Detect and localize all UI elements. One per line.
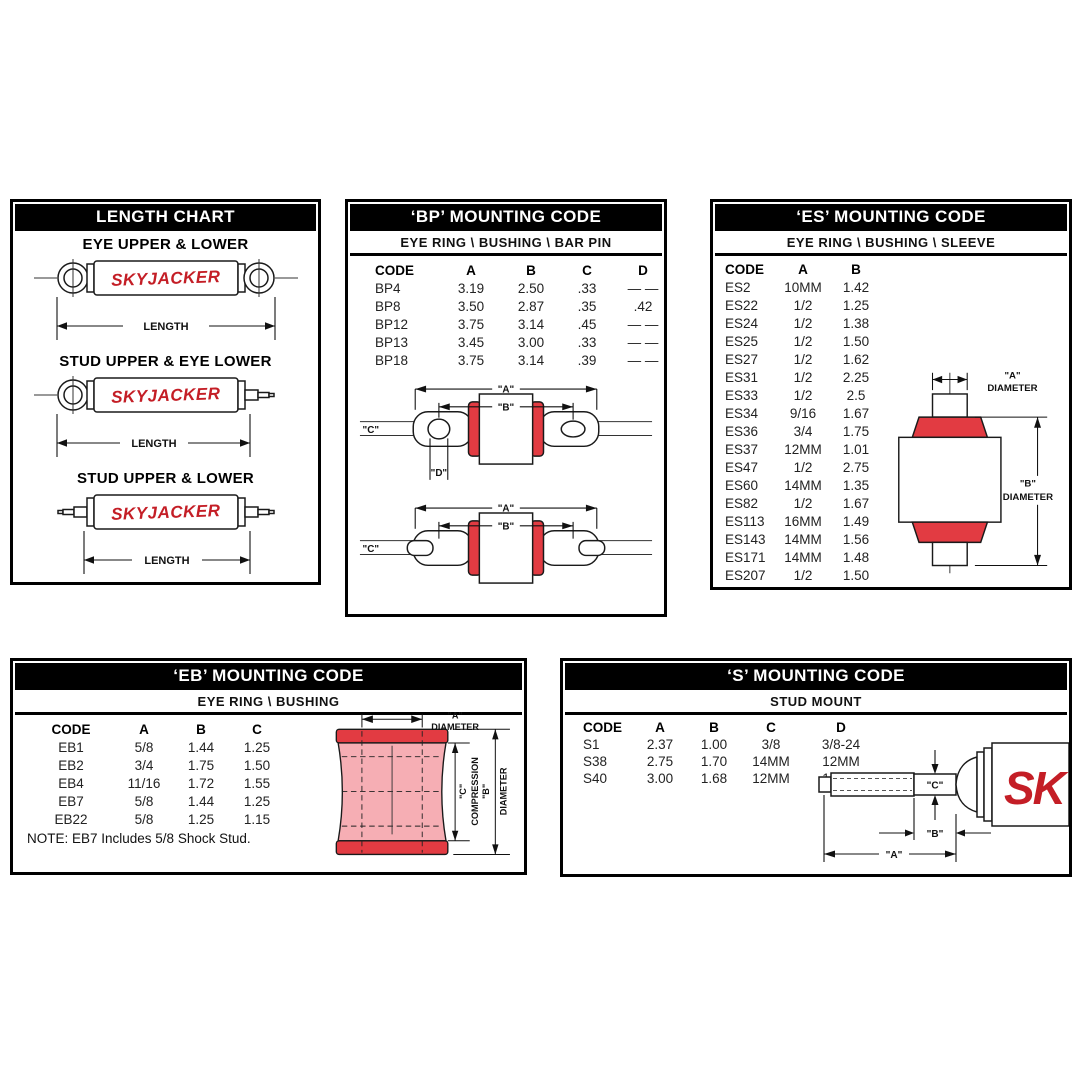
table-cell: EB1 — [58, 739, 84, 755]
table-cell: 3.14 — [517, 352, 545, 368]
table-cell: 1/2 — [793, 315, 813, 331]
table-cell: 1.56 — [842, 531, 870, 547]
table-cell: ES22 — [725, 297, 759, 313]
column-header: A — [655, 720, 665, 735]
column-header: A — [466, 262, 476, 278]
table-cell: 5/8 — [134, 793, 154, 809]
column-header: CODE — [725, 261, 765, 277]
table-cell: 2.87 — [517, 298, 545, 314]
table-cell: 3.00 — [646, 771, 674, 786]
stud-mount-diagram — [779, 740, 1069, 872]
shock-drawing-eye-stud — [20, 371, 312, 465]
table-header-row — [725, 260, 1069, 278]
shock-drawing-eye-eye — [20, 254, 312, 348]
table-cell: 11/16 — [127, 775, 161, 791]
column-header: B — [851, 261, 861, 277]
table-cell: — — — [627, 334, 659, 350]
dim-label-b: "B" — [480, 783, 491, 800]
table-cell: 3.19 — [457, 280, 485, 296]
dim-label-b: "B" — [497, 521, 515, 533]
table-cell: 1.75 — [187, 757, 215, 773]
table-cell: 1.25 — [243, 793, 271, 809]
column-header: C — [766, 720, 776, 735]
table-cell: ES60 — [725, 477, 759, 493]
eb-panel-subtitle: EYE RING \ BUSHING — [15, 692, 522, 715]
length-dim-label: LENGTH — [143, 555, 190, 567]
length-chart-title: LENGTH CHART — [15, 204, 316, 231]
column-header: CODE — [583, 720, 623, 735]
table-cell: 1.72 — [187, 775, 215, 791]
section-label: STUD UPPER & EYE LOWER — [59, 353, 272, 370]
table-cell: BP12 — [375, 316, 409, 332]
dim-label-a: "A" — [447, 711, 463, 721]
table-cell: BP4 — [375, 280, 401, 296]
column-header: A — [139, 721, 149, 737]
table-cell: 1.67 — [842, 405, 870, 421]
table-cell: 14MM — [752, 754, 790, 769]
dim-label-c: "C" — [458, 783, 469, 800]
table-cell: ES47 — [725, 459, 759, 475]
dim-label-a: "A" — [1004, 370, 1021, 382]
table-cell: ES143 — [725, 531, 766, 547]
dim-label-b: "B" — [1019, 478, 1036, 490]
table-cell: ES31 — [725, 369, 759, 385]
dim-label-c: "C" — [362, 424, 380, 436]
table-cell: 12MM — [752, 771, 790, 786]
dim-label-b-diameter: DIAMETER — [1002, 491, 1054, 503]
es-mounting-code-panel — [710, 199, 1072, 590]
dim-label-b-diameter: DIAMETER — [498, 767, 509, 816]
column-header: D — [836, 720, 846, 735]
column-header: B — [196, 721, 206, 737]
table-cell: 1.38 — [842, 315, 870, 331]
table-cell: 1.68 — [700, 771, 728, 786]
table-cell: 5/8 — [134, 739, 154, 755]
section-label: EYE UPPER & LOWER — [82, 236, 249, 253]
bp-table — [362, 261, 664, 369]
table-cell: .33 — [577, 280, 597, 296]
table-cell: .35 — [577, 298, 597, 314]
skyjacker-logo: SKYJACKER — [110, 501, 221, 524]
table-cell: 1.75 — [842, 423, 870, 439]
table-cell: 1.35 — [842, 477, 870, 493]
table-row — [725, 350, 1069, 368]
table-cell: ES33 — [725, 387, 759, 403]
table-cell: 14MM — [784, 477, 822, 493]
table-cell: EB7 — [58, 793, 84, 809]
table-cell: 10MM — [784, 279, 822, 295]
column-header: D — [638, 262, 648, 278]
table-cell: ES113 — [725, 513, 765, 529]
table-cell: 1.48 — [842, 549, 870, 565]
table-cell: 1/2 — [793, 369, 813, 385]
table-cell: ES24 — [725, 315, 759, 331]
dim-label-a-diameter: DIAMETER — [987, 383, 1038, 395]
column-header: CODE — [51, 721, 91, 737]
dim-label-d: "D" — [430, 467, 448, 479]
dim-label-b: "B" — [926, 829, 944, 840]
table-cell: 3/8 — [761, 737, 781, 752]
table-cell: 1/2 — [793, 567, 813, 583]
eye-bushing-diagram — [316, 711, 512, 870]
table-cell: 3.75 — [457, 352, 485, 368]
table-row — [725, 278, 1069, 296]
table-cell: ES34 — [725, 405, 759, 421]
table-cell: 9/16 — [789, 405, 817, 421]
table-cell: 3/4 — [134, 757, 154, 773]
table-cell: ES27 — [725, 351, 759, 367]
bp-mounting-code-panel — [345, 199, 667, 617]
table-cell: 2.25 — [842, 369, 870, 385]
dim-label-a: "A" — [497, 384, 515, 396]
table-row — [362, 297, 664, 315]
table-cell: 1.55 — [243, 775, 271, 791]
table-cell: 3/4 — [793, 423, 813, 439]
table-cell: 1.44 — [187, 739, 215, 755]
table-cell: EB2 — [58, 757, 84, 773]
column-header: B — [526, 262, 536, 278]
table-cell: S38 — [583, 754, 608, 769]
table-cell: 2.75 — [646, 754, 674, 769]
table-cell: 3.14 — [517, 316, 545, 332]
table-cell: BP8 — [375, 298, 401, 314]
dim-label-a-diameter: DIAMETER — [431, 722, 479, 733]
table-cell: 3/8-24 — [821, 737, 861, 752]
table-cell: 1/2 — [793, 351, 813, 367]
column-header: B — [709, 720, 719, 735]
table-header-row — [581, 719, 1069, 736]
table-cell: 3.75 — [457, 316, 485, 332]
dim-label-c: "C" — [926, 780, 944, 792]
bar-pin-diagram-slotted — [356, 492, 656, 609]
bp-panel-title: ‘BP’ MOUNTING CODE — [350, 204, 662, 231]
table-cell: 1/2 — [793, 495, 813, 511]
table-cell: 1.44 — [187, 793, 215, 809]
eb-panel-title: ‘EB’ MOUNTING CODE — [15, 663, 522, 690]
table-cell: 1.49 — [842, 513, 870, 529]
table-cell: ES171 — [725, 549, 766, 565]
sleeve-bushing-diagram — [880, 367, 1065, 579]
table-row — [362, 351, 664, 369]
table-cell: 1.70 — [700, 754, 728, 769]
dim-label-a: "A" — [885, 850, 903, 861]
table-cell: 1.50 — [842, 567, 870, 583]
table-cell: 3.00 — [517, 334, 545, 350]
section-label: STUD UPPER & LOWER — [76, 470, 255, 487]
table-row — [362, 315, 664, 333]
skyjacker-logo-partial: SK — [1004, 762, 1064, 814]
table-cell: ES82 — [725, 495, 759, 511]
table-cell: 1.50 — [842, 333, 870, 349]
section-stud-upper-lower — [13, 470, 318, 582]
skyjacker-logo: SKYJACKER — [110, 384, 221, 407]
column-header: CODE — [375, 262, 415, 278]
eb-mounting-code-panel — [10, 658, 527, 875]
table-cell: .42 — [633, 298, 653, 314]
table-cell: 5/8 — [134, 811, 154, 827]
eb-note: NOTE: EB7 Includes 5/8 Shock Stud. — [27, 831, 251, 846]
table-cell: 3.50 — [457, 298, 485, 314]
table-cell: — — — [627, 280, 659, 296]
column-header: C — [582, 262, 592, 278]
es-panel-subtitle: EYE RING \ BUSHING \ SLEEVE — [715, 233, 1067, 256]
table-cell: 1/2 — [793, 387, 813, 403]
skyjacker-logo: SKYJACKER — [110, 267, 221, 290]
table-cell: 1.25 — [243, 739, 271, 755]
table-cell: 3.45 — [457, 334, 485, 350]
table-cell: .39 — [577, 352, 597, 368]
table-row — [362, 333, 664, 351]
table-cell: EB22 — [54, 811, 88, 827]
dim-label-c-compression: COMPRESSION — [469, 757, 480, 826]
table-cell: ES2 — [725, 279, 751, 295]
table-row — [725, 314, 1069, 332]
table-cell: .33 — [577, 334, 597, 350]
table-cell: — — — [627, 352, 659, 368]
table-cell: 12MM — [822, 754, 860, 769]
table-cell: S40 — [583, 771, 608, 786]
table-row — [725, 332, 1069, 350]
bp-panel-subtitle: EYE RING \ BUSHING \ BAR PIN — [350, 233, 662, 256]
column-header: C — [252, 721, 262, 737]
table-cell: 1.15 — [243, 811, 271, 827]
table-cell: 1.00 — [700, 737, 728, 752]
table-cell: ES25 — [725, 333, 759, 349]
s-panel-title: ‘S’ MOUNTING CODE — [565, 663, 1067, 690]
table-cell: 1.25 — [187, 811, 215, 827]
table-cell: 14MM — [784, 531, 822, 547]
table-cell: 1/2 — [793, 333, 813, 349]
table-cell: S1 — [583, 737, 600, 752]
table-cell: 2.75 — [842, 459, 870, 475]
table-cell: ES36 — [725, 423, 759, 439]
length-chart-panel — [10, 199, 321, 585]
table-cell: 16MM — [784, 513, 822, 529]
s-mounting-code-panel — [560, 658, 1072, 877]
dim-label-a: "A" — [497, 503, 515, 515]
s-panel-subtitle: STUD MOUNT — [565, 692, 1067, 715]
table-cell: ES207 — [725, 567, 766, 583]
table-header-row — [362, 261, 664, 279]
table-cell: 1.42 — [842, 279, 870, 295]
table-cell: 14MM — [784, 549, 822, 565]
table-cell: EB4 — [58, 775, 84, 791]
table-row — [362, 279, 664, 297]
table-cell: ES37 — [725, 441, 759, 457]
bar-pin-diagram-round-holes — [356, 373, 656, 490]
section-eye-upper-lower — [13, 236, 318, 348]
dim-label-c: "C" — [362, 543, 380, 555]
table-cell: — — — [627, 316, 659, 332]
length-dim-label: LENGTH — [142, 321, 189, 333]
table-cell: 1.01 — [842, 441, 870, 457]
table-cell: 1.62 — [842, 351, 870, 367]
table-row — [725, 296, 1069, 314]
column-header: A — [798, 261, 808, 277]
table-cell: 1/2 — [793, 459, 813, 475]
table-cell: 1.50 — [243, 757, 271, 773]
es-panel-title: ‘ES’ MOUNTING CODE — [715, 204, 1067, 231]
table-cell: BP13 — [375, 334, 409, 350]
section-stud-upper-eye-lower — [13, 353, 318, 465]
table-cell: 2.5 — [846, 387, 866, 403]
table-cell: 2.50 — [517, 280, 545, 296]
table-cell: BP18 — [375, 352, 409, 368]
table-cell: 1.25 — [842, 297, 870, 313]
shock-drawing-stud-stud — [20, 488, 312, 582]
table-cell: 12MM — [784, 441, 822, 457]
table-cell: 1.67 — [842, 495, 870, 511]
length-dim-label: LENGTH — [130, 438, 177, 450]
table-cell: 1/2 — [793, 297, 813, 313]
table-cell: .45 — [577, 316, 597, 332]
dim-label-b: "B" — [497, 402, 515, 414]
table-cell: 2.37 — [646, 737, 674, 752]
